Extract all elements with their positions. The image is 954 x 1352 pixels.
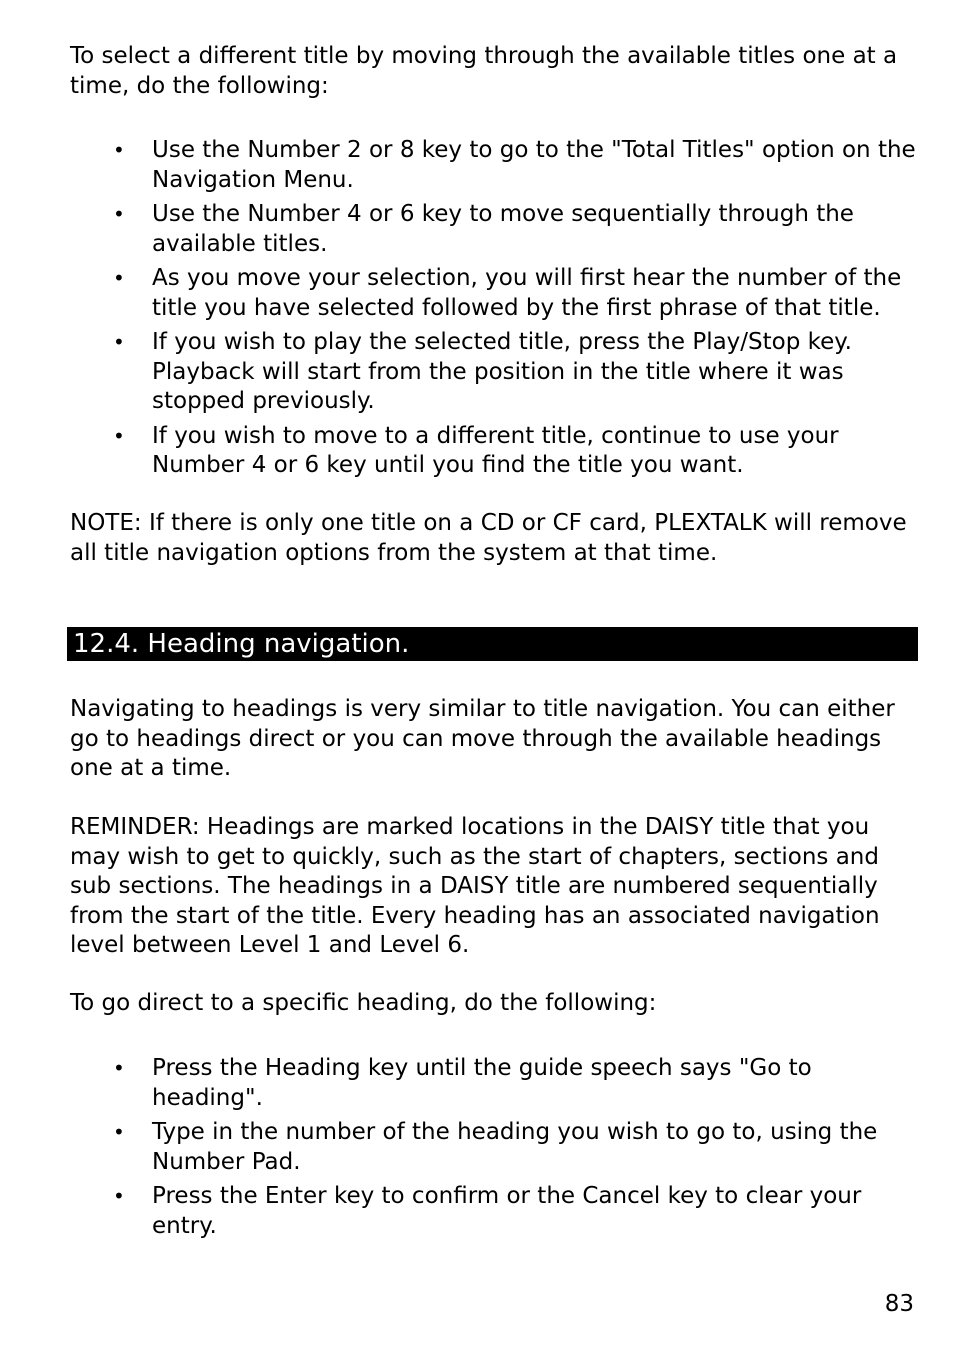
reminder-paragraph: REMINDER: Headings are marked locations in the DAISY title that you may wish to get to quickly, such as the start of chapters, sections and sub sections. The headings in a DAISY title are numbered sequentially from the start of the title. Every heading has an associated navigation level between Level 1 and Level 6. (70, 814, 880, 958)
bullet-icon: • (113, 1056, 125, 1080)
list-item-text: Press the Enter key to confirm or the Cancel key to clear your entry. (152, 1183, 862, 1239)
list-item-text: As you move your selection, you will first hear the number of the title you have selected followed by the first phrase of that title. (152, 265, 902, 321)
bullet-icon: • (113, 423, 125, 448)
bullet-icon: • (113, 138, 125, 162)
bullet-icon: • (113, 330, 125, 354)
bullet-icon: • (113, 1120, 125, 1144)
list-item-text: Press the Heading key until the guide speech says "Go to heading". (152, 1055, 812, 1111)
list-item-text: If you wish to play the selected title, press the Play/Stop key. Playback will start from the position in the title where it was stopped previously. (152, 329, 852, 414)
list-item (70, 1118, 920, 1177)
page-number: 83 (884, 1291, 914, 1317)
intro-paragraph: To select a different title by moving through the available titles one at a time, do the following: (70, 43, 898, 99)
bullet-icon: • (113, 202, 125, 226)
heading-intro-paragraph: Navigating to headings is very similar to title navigation. You can either go to headings direct or you can move through the available headings one at a time. (70, 696, 895, 781)
list-item-text: Type in the number of the heading you wish to go to, using the Number Pad. (152, 1119, 878, 1175)
list-item (70, 264, 920, 323)
list-item (70, 422, 920, 481)
bullet-icon: • (113, 1184, 125, 1208)
list-item (70, 1054, 920, 1113)
list-item (70, 1182, 920, 1241)
list-item-text: Use the Number 4 or 6 key to move sequentially through the available titles. (152, 201, 854, 257)
list-item-text: If you wish to move to a different title, continue to use your Number 4 or 6 key until you find the title you want. (152, 422, 839, 478)
list-item (70, 328, 920, 417)
heading-steps-list (70, 1054, 920, 1246)
section-heading: 12.4. Heading navigation. (67, 627, 918, 661)
bullet-icon: • (113, 266, 125, 290)
list-item (70, 136, 920, 195)
title-steps-list (70, 136, 920, 486)
note-paragraph: NOTE: If there is only one title on a CD or CF card, PLEXTALK will remove all title navigation options from the system at that time. (70, 510, 907, 566)
direct-intro-paragraph: To go direct to a specific heading, do the following: (70, 990, 657, 1016)
list-item-text: Use the Number 2 or 8 key to go to the "Total Titles" option on the Navigation Menu. (152, 137, 916, 193)
list-item (70, 200, 920, 259)
